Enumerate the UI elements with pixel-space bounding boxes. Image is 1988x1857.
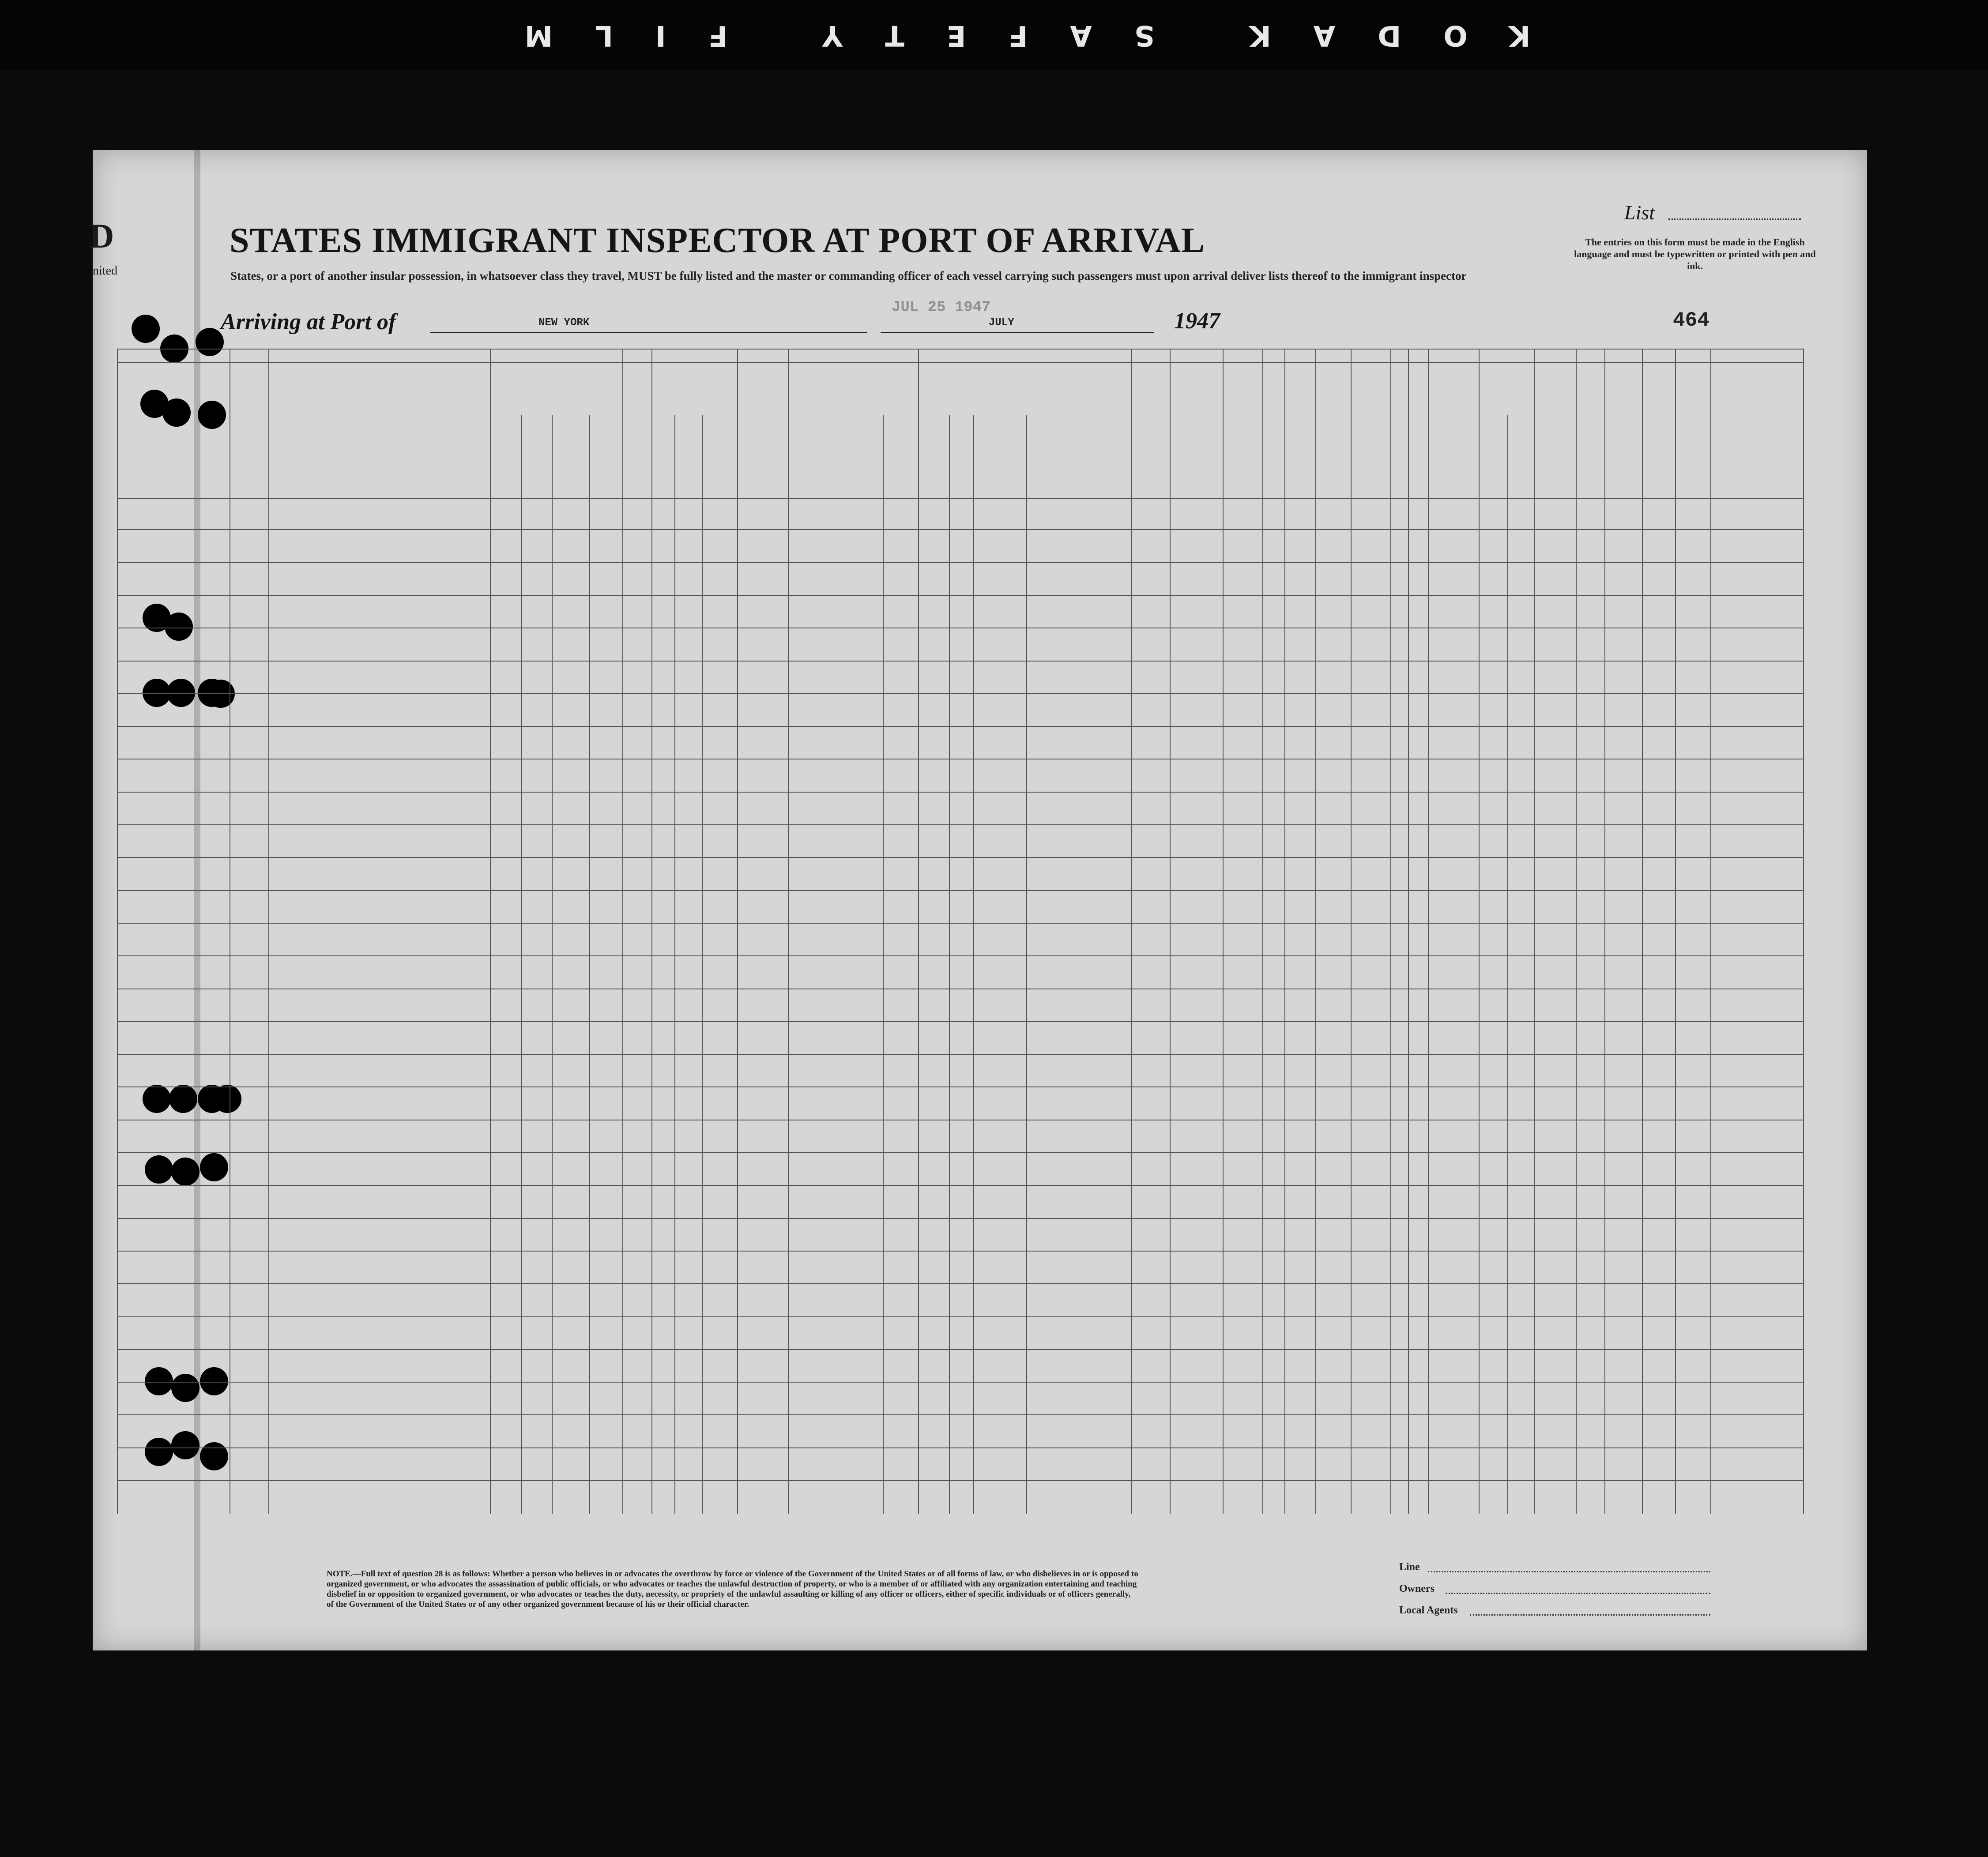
sub-column-rule — [949, 415, 950, 1514]
footer-note: NOTE.—Full text of question 28 is as follows: Whether a person who believes in or advocates the overthrow by force or violence of the Government of the United States or of all forms of law, or who disbelieves in or is opposed to organized government, or who advocates the assassination of public officials, or who advocates or teaches the unlawful destruction of property, or who is a member of or affiliated with any organization entertaining and teaching disbelief in or opposition to organized government, or who advocates or teaches the duty, necessity, or propriety of the unlawful assaulting or killing of any officer or officers, either of specific individuals or of officers generally, of the Government of the United States or of any other organized government because of his or their official character. — [327, 1569, 1138, 1609]
punch-hole — [196, 328, 224, 356]
column-rule — [268, 349, 269, 1514]
punch-hole — [145, 1155, 173, 1184]
column-rule — [1534, 349, 1535, 1514]
column-rule — [1131, 349, 1132, 1514]
column-rule — [1284, 349, 1285, 1514]
left-fragment-subtitle: nited — [93, 264, 117, 278]
sub-column-rule — [589, 415, 590, 1514]
punch-hole — [200, 1442, 228, 1470]
row-rule — [117, 1021, 1803, 1022]
column-rule — [1351, 349, 1352, 1514]
punch-hole — [132, 315, 160, 343]
punch-hole — [200, 1153, 228, 1181]
row-rule — [117, 1152, 1803, 1153]
header-labor-offer — [1265, 397, 1282, 492]
column-rule — [1428, 349, 1429, 1514]
sub-column-rule — [1026, 415, 1027, 1514]
line-label: Line — [1399, 1561, 1420, 1573]
punch-hole — [165, 613, 193, 641]
row-rule — [117, 1382, 1803, 1383]
row-rule — [117, 1218, 1803, 1219]
port-line — [430, 332, 867, 333]
sub-column-rule — [702, 415, 703, 1514]
column-rule — [1576, 349, 1577, 1514]
punch-hole — [200, 1367, 228, 1395]
column-rule — [622, 349, 623, 1514]
punch-hole — [171, 1431, 200, 1459]
row-rule — [117, 661, 1803, 662]
port-value: NEW YORK — [538, 317, 590, 329]
owners-field — [1446, 1593, 1710, 1594]
sub-column-rule — [674, 415, 675, 1514]
header-polygamist — [1134, 397, 1165, 492]
row-rule — [117, 529, 1803, 530]
punch-hole — [198, 401, 226, 429]
row-rule — [117, 1283, 1803, 1284]
punch-hole — [169, 1085, 197, 1113]
header-ticket — [627, 415, 649, 494]
row-rule — [117, 1447, 1803, 1448]
row-rule — [117, 890, 1803, 891]
sub-column-rule — [973, 415, 974, 1514]
film-edge — [0, 0, 1988, 71]
row-rule — [117, 726, 1803, 727]
received-stamp: JUL 25 1947 — [892, 299, 991, 316]
column-rule — [1170, 349, 1171, 1514]
column-rule — [737, 349, 738, 1514]
row-rule — [117, 824, 1803, 825]
local-agents-label: Local Agents — [1399, 1605, 1458, 1616]
punch-hole — [171, 1158, 200, 1186]
row-rule — [117, 1251, 1803, 1252]
column-rule — [1604, 349, 1605, 1514]
punch-hole — [143, 1085, 171, 1113]
header-deported — [1318, 397, 1348, 492]
rule-top — [117, 349, 1803, 350]
column-rule — [1479, 349, 1480, 1514]
punch-hole — [213, 1085, 241, 1113]
column-rule — [117, 349, 118, 1514]
manifest-page — [93, 150, 1867, 1650]
row-rule — [117, 857, 1803, 858]
month-value: JULY — [989, 317, 1014, 329]
page-fold — [194, 150, 200, 1650]
column-rule — [1390, 349, 1391, 1514]
row-rule — [117, 923, 1803, 924]
column-rule — [1262, 349, 1263, 1514]
column-rule — [918, 349, 919, 1514]
list-label: List — [1624, 201, 1655, 224]
month-line — [881, 332, 1154, 333]
row-rule — [117, 792, 1803, 793]
header-overthrow — [1225, 397, 1260, 492]
column-rule — [490, 349, 491, 1514]
instructions-note: The entries on this form must be made in the English language and must be typewritten or printed with pen and ink. — [1574, 237, 1816, 271]
punch-hole — [167, 679, 195, 707]
row-rule — [117, 1054, 1803, 1055]
column-rule — [1408, 349, 1409, 1514]
row-rule — [117, 955, 1803, 956]
page-title: STATES IMMIGRANT INSPECTOR AT PORT OF ARRIVAL — [230, 221, 1205, 260]
header-excluded — [1287, 397, 1313, 492]
local-agents-field — [1470, 1614, 1710, 1616]
rule-header-bottom — [117, 498, 1803, 499]
punch-hole — [145, 1438, 173, 1466]
header-purpose-length — [951, 406, 971, 494]
owners-label: Owners — [1399, 1583, 1435, 1594]
line-field — [1428, 1571, 1710, 1572]
row-rule — [117, 693, 1803, 694]
left-fragment-title: D — [89, 217, 114, 255]
header-purpose-return — [920, 406, 947, 494]
page-subtitle: States, or a port of another insular possession, in whatsoever class they travel, MUST be fully listed and the master or commanding officer of each vessel carrying such passengers must upon arrival deliver lists thereof to the immigrant inspector — [230, 269, 1467, 282]
row-rule — [117, 1086, 1803, 1087]
column-rule — [1223, 349, 1224, 1514]
arriving-label: Arriving at Port of — [221, 309, 396, 335]
row-rule — [117, 1414, 1803, 1415]
column-rule — [1803, 349, 1804, 1514]
column-rule — [1710, 349, 1711, 1514]
header-fifty-dollars — [742, 415, 786, 494]
column-rule — [1675, 349, 1676, 1514]
header-purpose-citizen — [975, 406, 1024, 494]
list-number-line — [1668, 218, 1801, 220]
punch-hole — [171, 1374, 200, 1402]
sub-column-rule — [521, 415, 522, 1514]
row-rule — [117, 595, 1803, 596]
rule-header — [117, 362, 1803, 363]
sub-column-rule — [1507, 415, 1508, 1514]
column-rule — [788, 349, 789, 1514]
sub-column-rule — [552, 415, 553, 1514]
page-number: 464 — [1673, 309, 1709, 332]
sub-column-rule — [883, 415, 884, 1514]
row-rule — [117, 1316, 1803, 1317]
row-rule — [117, 562, 1803, 563]
punch-hole — [145, 1367, 173, 1395]
column-rule — [1642, 349, 1643, 1514]
header-prison — [1028, 397, 1126, 492]
column-rule — [651, 349, 652, 1514]
year-value: 1947 — [1174, 308, 1220, 334]
punch-hole — [162, 398, 191, 427]
row-rule — [117, 1480, 1803, 1481]
film-edge-text: KODAK SAFETY FILM — [482, 19, 1531, 52]
row-rule — [117, 1185, 1803, 1186]
column-rule — [1315, 349, 1316, 1514]
header-anarchist — [1174, 397, 1218, 492]
row-rule — [117, 1349, 1803, 1350]
